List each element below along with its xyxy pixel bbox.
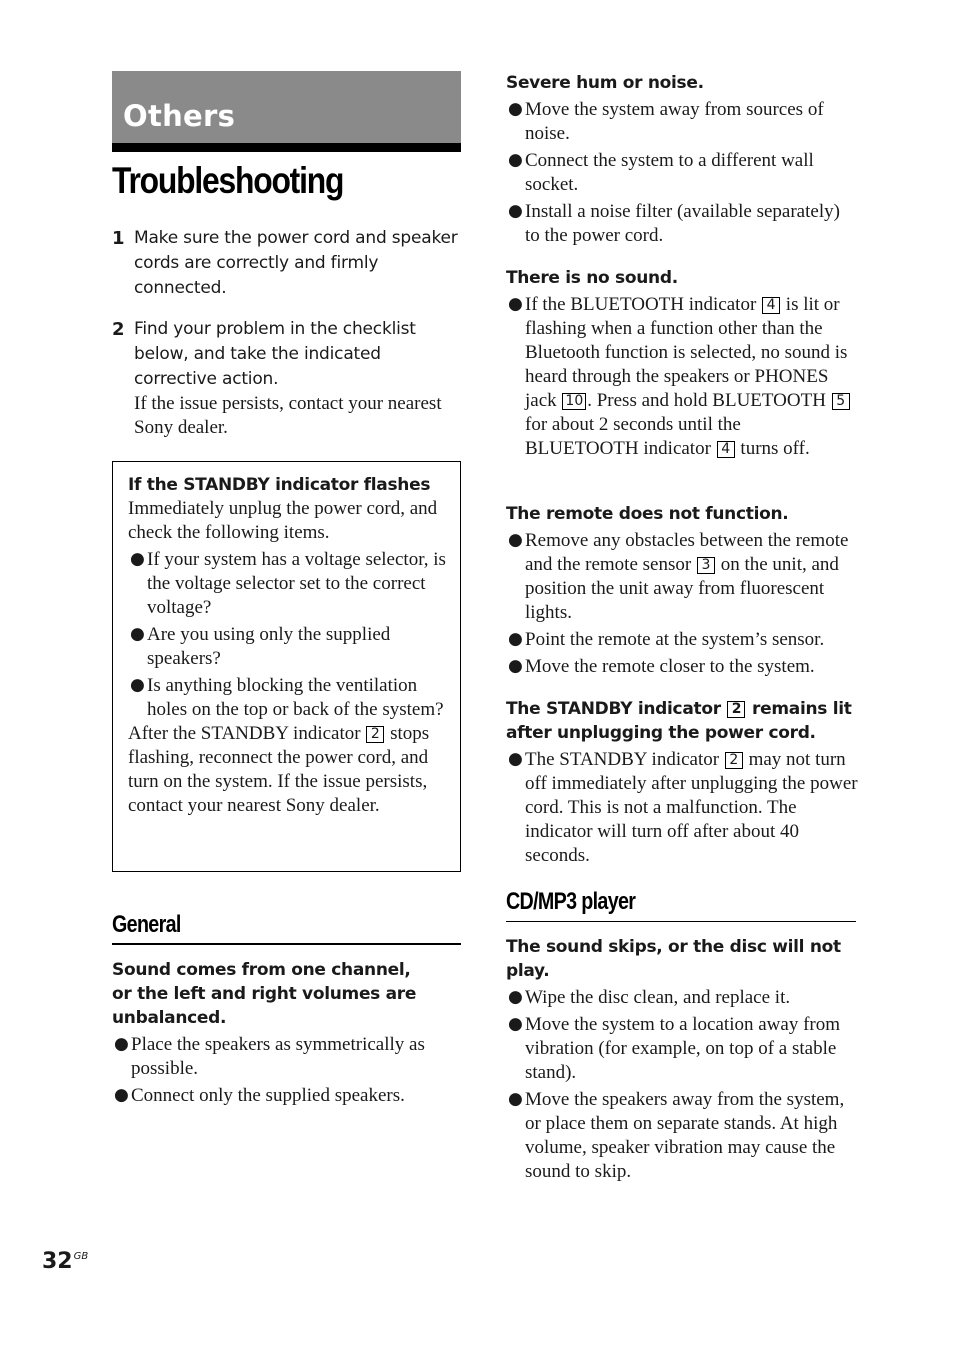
list-item: ● Wipe the disc clean, and replace it. bbox=[508, 987, 791, 1008]
cd-block bbox=[506, 935, 858, 1184]
bullet-icon: ● bbox=[114, 1085, 129, 1105]
hum-block bbox=[506, 71, 858, 248]
question: The STANDBY indicator 2 remains lit after unplugging the power cord. bbox=[506, 699, 852, 743]
list-item: ● If your system has a voltage selector, is the voltage selector set to the correct voltage? bbox=[130, 549, 446, 618]
ref-number: 2 bbox=[727, 701, 745, 718]
answer-list bbox=[506, 986, 858, 1184]
list-item: ● Is anything blocking the ventilation holes on the top or back of the system? bbox=[130, 675, 444, 720]
bullet-icon: ● bbox=[508, 150, 523, 170]
general-heading: General bbox=[112, 911, 181, 938]
ref-number: 2 bbox=[725, 752, 743, 769]
box-intro: Immediately unplug the power cord, and check the following items. bbox=[128, 498, 438, 543]
box-after: After the STANDBY indicator 2 stops flashing, reconnect the power cord, and turn on the system. If the issue persists, contact your nearest Sony dealer. bbox=[128, 723, 430, 816]
list-item: ● Move the speakers away from the system, or place them on separate stands. At high volume, speaker vibration may cause the sound to skip. bbox=[508, 1089, 845, 1182]
bullet-icon: ● bbox=[508, 749, 523, 769]
question: Sound comes from one channel, or the left and right volumes are unbalanced. bbox=[112, 960, 417, 1028]
list-item: ● The STANDBY indicator 2 may not turn off immediately after unplugging the power cord. This is not a malfunction. The indicator will turn off after about 40 seconds. bbox=[508, 749, 858, 866]
bullet-icon: ● bbox=[508, 530, 523, 550]
ref-number: 5 bbox=[832, 393, 850, 410]
general-rule bbox=[112, 943, 461, 945]
box-checklist bbox=[128, 548, 446, 722]
section-rule bbox=[112, 143, 461, 152]
step-1 bbox=[112, 226, 464, 301]
bullet-icon: ● bbox=[508, 201, 523, 221]
no-sound-block bbox=[506, 266, 858, 461]
list-item: ● Connect only the supplied speakers. bbox=[114, 1085, 405, 1106]
section-title: Others bbox=[123, 99, 236, 133]
list-item: ● Connect the system to a different wall socket. bbox=[508, 150, 814, 195]
list-item: ● Move the remote closer to the system. bbox=[508, 656, 815, 677]
bullet-icon: ● bbox=[508, 656, 523, 676]
region-code: GB bbox=[73, 1251, 89, 1262]
page-title: Troubleshooting bbox=[112, 160, 344, 201]
bullet-icon: ● bbox=[130, 549, 145, 569]
list-item: ● If the BLUETOOTH indicator 4 is lit or flashing when a function other than the Bluetooth function is selected, no sound is heard through the speakers or PHONES jack 10 . Press and hold BLUETOOTH 5 for about 2 seconds until the BLUETOOTH indicator 4 turns off. bbox=[506, 293, 858, 461]
ref-number: 4 bbox=[717, 441, 735, 458]
list-item: ● Place the speakers as symmetrically as possible. bbox=[114, 1034, 425, 1079]
bullet-icon: ● bbox=[508, 1089, 523, 1109]
list-item: ● Remove any obstacles between the remote and the remote sensor 3 on the unit, and position the unit away from fluorescent lights. bbox=[508, 530, 849, 623]
ref-number: 4 bbox=[762, 297, 780, 314]
bullet-icon: ● bbox=[508, 294, 523, 314]
list-item: ● Move the system to a location away from vibration (for example, on top of a stable stand). bbox=[508, 1014, 841, 1083]
page-number: $32^{GB}$ bbox=[42, 1249, 89, 1274]
bullet-icon: ● bbox=[508, 629, 523, 649]
section-bar bbox=[112, 71, 461, 143]
question: There is no sound. bbox=[506, 268, 678, 288]
cd-heading: CD/MP3 player bbox=[506, 888, 636, 915]
answer-list bbox=[506, 293, 858, 461]
list-item: ● Point the remote at the system’s sensor. bbox=[508, 629, 825, 650]
box-heading: If the STANDBY indicator flashes bbox=[128, 475, 431, 495]
list-item: ● Are you using only the supplied speakers? bbox=[130, 624, 391, 669]
question: Severe hum or noise. bbox=[506, 73, 704, 93]
ref-number: 3 bbox=[697, 557, 715, 574]
bullet-icon: ● bbox=[508, 987, 523, 1007]
cd-rule bbox=[506, 921, 856, 922]
standby-flash-box bbox=[112, 461, 461, 872]
answer-list bbox=[506, 529, 858, 679]
remote-block bbox=[506, 502, 858, 679]
step-text: Make sure the power cord and speaker cords are correctly and firmly connected. bbox=[134, 228, 458, 298]
bullet-icon: ● bbox=[114, 1034, 129, 1054]
list-item: ● Install a noise filter (available separately) to the power cord. bbox=[508, 201, 840, 246]
bullet-icon: ● bbox=[130, 675, 145, 695]
step-number: 1 bbox=[112, 228, 125, 249]
ref-number: 2 bbox=[366, 726, 384, 743]
general-block bbox=[112, 958, 464, 1108]
step-2 bbox=[112, 317, 464, 440]
answer-list bbox=[506, 98, 858, 248]
list-item: ● Move the system away from sources of noise. bbox=[508, 99, 824, 144]
bullet-icon: ● bbox=[130, 624, 145, 644]
question: The sound skips, or the disc will not play. bbox=[506, 937, 841, 981]
step-number: 2 bbox=[112, 319, 125, 340]
answer-list bbox=[112, 1033, 464, 1108]
ref-number: 10 bbox=[562, 393, 586, 410]
answer-list bbox=[506, 748, 858, 868]
bullet-icon: ● bbox=[508, 99, 523, 119]
step-note: If the issue persists, contact your nearest Sony dealer. bbox=[134, 393, 442, 438]
step-text: Find your problem in the checklist below, and take the indicated corrective action. bbox=[134, 319, 416, 389]
standby-lit-block bbox=[506, 697, 858, 868]
bullet-icon: ● bbox=[508, 1014, 523, 1034]
question: The remote does not function. bbox=[506, 504, 789, 524]
